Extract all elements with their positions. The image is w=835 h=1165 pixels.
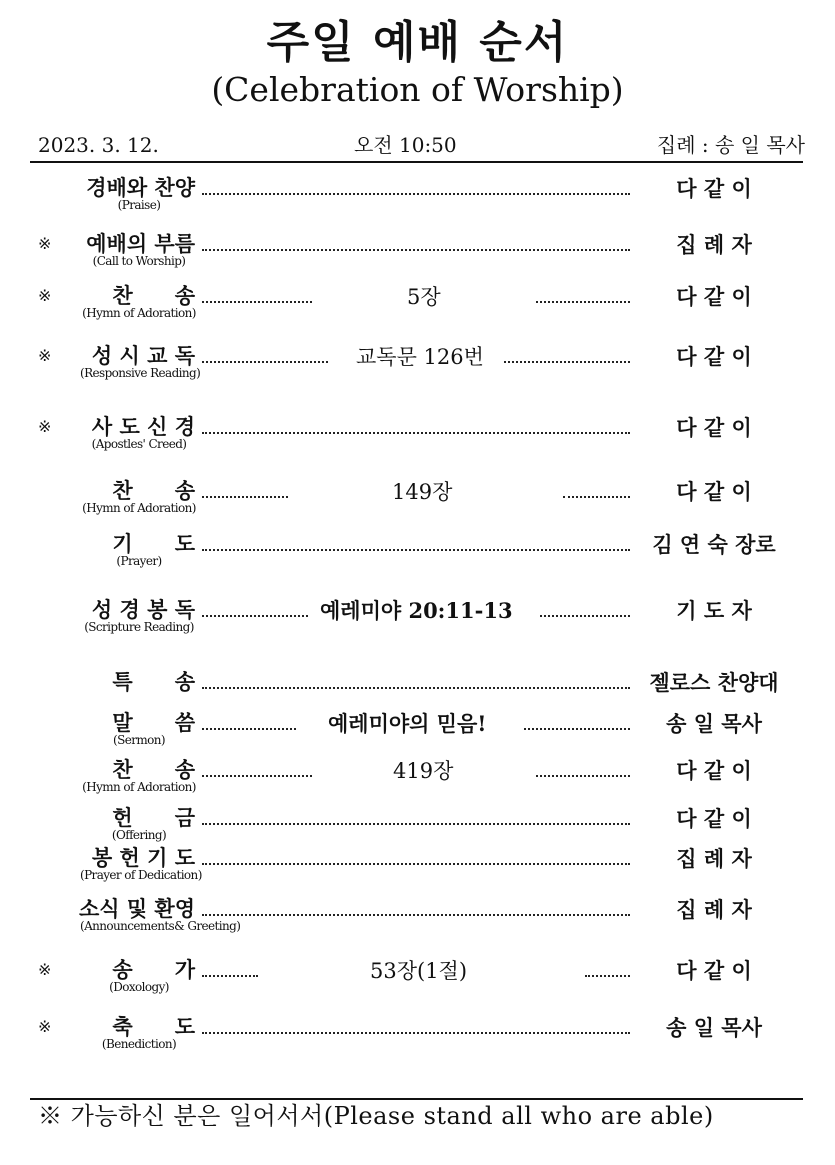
item-title-english: (Responsive Reading): [80, 366, 201, 380]
item-title-korean: 찬 송: [112, 757, 195, 782]
service-time: 오전 10:50: [354, 133, 457, 157]
leader-dots: [202, 181, 630, 195]
item-leader: 집 례 자: [676, 846, 752, 871]
item-leader: 송 일 목사: [666, 711, 762, 736]
page-subtitle: (Celebration of Worship): [211, 70, 624, 109]
order-item: [0, 846, 835, 890]
item-title-korean: 성 경 봉 독: [91, 597, 195, 622]
leader-dots: [202, 811, 630, 825]
item-title-english: (Hymn of Adoration): [82, 501, 196, 515]
item-leader: 다 같 이: [676, 758, 752, 783]
item-title-english: (Prayer): [116, 554, 162, 568]
header-divider: [30, 161, 803, 163]
stand-mark: ※: [38, 234, 52, 253]
item-detail: 예레미야 20:11-13: [320, 598, 513, 623]
leader-dots: [202, 484, 288, 498]
leader-dots: [202, 537, 630, 551]
item-leader: 김 연 숙 장로: [652, 532, 776, 557]
leader-dots: [504, 349, 630, 363]
item-title-korean: 헌 금: [112, 805, 195, 830]
leader-dots: [202, 1020, 630, 1034]
item-detail: 149장: [392, 480, 453, 504]
order-item: [0, 806, 835, 850]
item-title-korean: 기 도: [112, 531, 195, 556]
item-title-korean: 축 도: [112, 1014, 195, 1039]
leader-dots: [202, 420, 630, 434]
item-title-english: (Announcements& Greeting): [80, 919, 241, 933]
leader-dots: [202, 603, 308, 617]
service-presider: 집례 : 송 일 목사: [656, 133, 805, 157]
order-item: [0, 344, 835, 388]
item-title-korean: 예배의 부름: [86, 231, 195, 256]
item-leader: 다 같 이: [676, 958, 752, 983]
leader-dots: [202, 237, 630, 251]
service-date: 2023. 3. 12.: [38, 133, 159, 157]
item-detail: 교독문 126번: [356, 345, 484, 369]
item-title-korean: 말 씀: [112, 710, 195, 735]
item-title-english: (Praise): [117, 198, 161, 212]
item-title-english: (Doxology): [109, 980, 169, 994]
leader-dots: [202, 349, 328, 363]
item-detail: 53장(1절): [370, 959, 468, 983]
order-item: [0, 232, 835, 276]
item-leader: 다 같 이: [676, 415, 752, 440]
stand-mark: ※: [38, 286, 52, 305]
stand-mark: ※: [38, 1017, 52, 1036]
item-leader: 다 같 이: [676, 284, 752, 309]
item-title-english: (Benediction): [101, 1037, 177, 1051]
item-title-korean: 사 도 신 경: [91, 414, 195, 439]
item-leader: 다 같 이: [676, 479, 752, 504]
leader-dots: [202, 289, 312, 303]
item-detail: 419장: [393, 759, 454, 783]
item-leader: 다 같 이: [676, 176, 752, 201]
item-leader: 젤로스 찬양대: [649, 670, 779, 695]
item-title-korean: 소식 및 환영: [78, 896, 195, 921]
leader-dots: [202, 716, 296, 730]
item-leader: 집 례 자: [676, 232, 752, 257]
item-leader: 집 례 자: [676, 897, 752, 922]
stand-mark: ※: [38, 417, 52, 436]
item-leader: 다 같 이: [676, 806, 752, 831]
item-detail: 예레미야의 믿음!: [328, 711, 487, 736]
item-title-korean: 찬 송: [112, 478, 195, 503]
stand-mark: ※: [38, 960, 52, 979]
item-title-english: (Hymn of Adoration): [82, 306, 196, 320]
leader-dots: [536, 763, 630, 777]
leader-dots: [202, 851, 630, 865]
leader-dots: [540, 603, 630, 617]
item-title-korean: 특 송: [112, 669, 195, 694]
page-title: 주일 예배 순서: [266, 17, 569, 68]
item-title-english: (Offering): [111, 828, 167, 842]
order-item: [0, 670, 835, 714]
order-item: [0, 532, 835, 576]
item-title-english: (Prayer of Dedication): [80, 868, 202, 882]
leader-dots: [536, 289, 630, 303]
item-title-korean: 봉 헌 기 도: [91, 845, 195, 870]
leader-dots: [524, 716, 630, 730]
order-item: [0, 1015, 835, 1059]
order-item: [0, 598, 835, 642]
item-title-korean: 경배와 찬양: [86, 175, 195, 200]
standing-note: ※ 가능하신 분은 일어서서(Please stand all who are able): [38, 1102, 714, 1130]
item-title-english: (Hymn of Adoration): [82, 780, 196, 794]
stand-mark: ※: [38, 346, 52, 365]
order-item: [0, 958, 835, 1002]
order-item: [0, 897, 835, 941]
order-item: [0, 284, 835, 328]
order-item: [0, 415, 835, 459]
order-item: [0, 479, 835, 523]
item-leader: 다 같 이: [676, 344, 752, 369]
item-title-korean: 송 가: [112, 957, 195, 982]
item-title-english: (Scripture Reading): [84, 620, 194, 634]
leader-dots: [202, 902, 630, 916]
order-item: [0, 758, 835, 802]
item-title-korean: 성 시 교 독: [91, 343, 195, 368]
item-detail: 5장: [407, 285, 441, 309]
item-title-english: (Apostles' Creed): [91, 437, 187, 451]
item-title-english: (Sermon): [113, 733, 165, 747]
leader-dots: [563, 484, 630, 498]
leader-dots: [202, 963, 258, 977]
item-title-english: (Call to Worship): [92, 254, 186, 268]
leader-dots: [202, 763, 312, 777]
item-leader: 기 도 자: [676, 598, 752, 623]
leader-dots: [202, 675, 630, 689]
item-title-korean: 찬 송: [112, 283, 195, 308]
order-item: [0, 711, 835, 755]
item-leader: 송 일 목사: [666, 1015, 762, 1040]
leader-dots: [585, 963, 630, 977]
order-item: [0, 176, 835, 220]
